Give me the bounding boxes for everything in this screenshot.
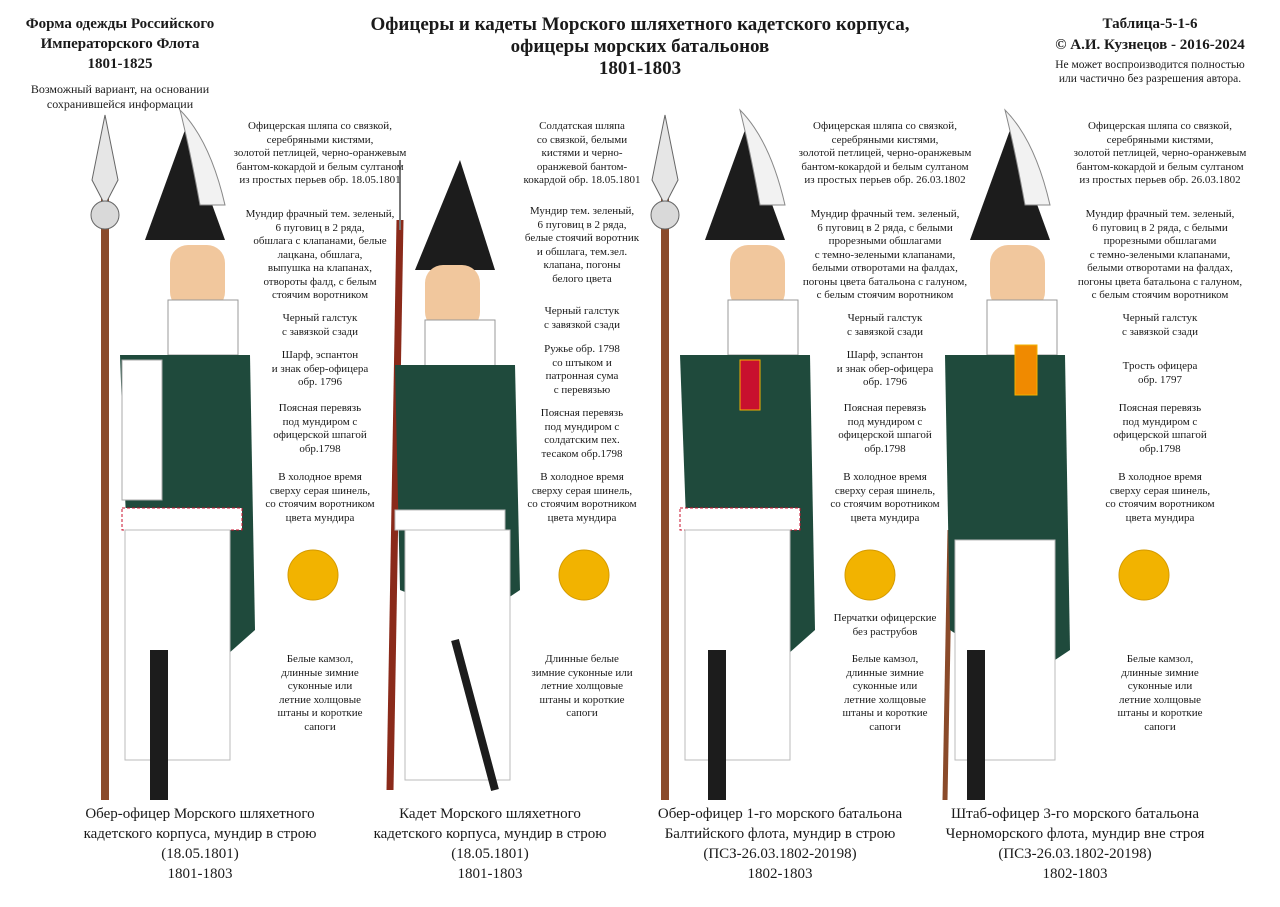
header-left-line: 1801-1825 bbox=[87, 56, 153, 72]
note-line: с завязкой сзади bbox=[846, 325, 924, 338]
note-line: Черный галстук bbox=[1122, 312, 1198, 324]
caption-line: 1802-1803 bbox=[747, 866, 813, 882]
note-uniform bbox=[780, 208, 990, 303]
note-line: со стоячим воротником bbox=[1105, 498, 1215, 510]
note-belt bbox=[225, 402, 415, 456]
caption-line: 1802-1803 bbox=[1042, 866, 1108, 882]
note-line: цвета мундира bbox=[547, 511, 617, 524]
header-right-title bbox=[1030, 14, 1270, 56]
note-sash bbox=[225, 349, 415, 390]
note-line: погоны цвета батальона с галуном, bbox=[1077, 275, 1243, 288]
note-line: с белым стоячим воротником bbox=[1091, 289, 1229, 301]
note-line: прорезными обшлагами bbox=[828, 235, 942, 247]
note-line: и обшлага, тем.зел. bbox=[536, 245, 628, 258]
header-left-note bbox=[8, 82, 232, 112]
note-line: Длинные белые bbox=[545, 653, 619, 665]
note-line: длинные зимние bbox=[281, 666, 359, 679]
note-line: Мундир фрачный тем. зеленый, bbox=[245, 208, 395, 220]
note-line: отвороты фалд, с белым bbox=[263, 275, 377, 288]
note-coat bbox=[225, 471, 415, 525]
copyright-note-line: Не может воспроизводится полностью bbox=[1055, 59, 1245, 71]
note-line: прорезными обшлагами bbox=[1103, 235, 1217, 247]
note-line: из простых перьев обр. 18.05.1801 bbox=[239, 174, 401, 186]
note-line: с темно-зелеными клапанами, bbox=[1089, 248, 1231, 261]
note-line: штаны и короткие bbox=[277, 707, 363, 719]
note-line: цвета мундира bbox=[850, 511, 920, 524]
note-line: из простых перьев обр. 26.03.1802 bbox=[804, 174, 966, 186]
button-swatch-1 bbox=[286, 548, 340, 602]
note-line: клапана, погоны bbox=[543, 259, 621, 271]
note-line: летние холщовые bbox=[279, 693, 361, 706]
note-musket bbox=[497, 343, 667, 397]
note-belt bbox=[1055, 402, 1265, 456]
caption-line: кадетского корпуса, мундир в строю bbox=[373, 826, 607, 842]
header-left-note-line: Возможный вариант, на основании bbox=[30, 82, 210, 96]
note-line: солдатским пех. bbox=[544, 434, 620, 446]
note-line: под мундиром с bbox=[1122, 415, 1198, 428]
page-title-line: Офицеры и кадеты Морского шляхетного кадетского корпуса, bbox=[370, 14, 910, 35]
note-line: обр. 1796 bbox=[862, 376, 908, 388]
figure-caption bbox=[615, 804, 945, 884]
note-belt bbox=[780, 402, 990, 456]
page-title bbox=[320, 14, 960, 80]
note-uniform bbox=[1055, 208, 1265, 303]
note-belt bbox=[497, 407, 667, 461]
figure-caption bbox=[330, 804, 650, 884]
note-tie bbox=[780, 312, 990, 339]
note-line: белыми отворотами на фалдах, bbox=[812, 262, 958, 274]
note-line: под мундиром с bbox=[282, 415, 358, 428]
note-line: Офицерская шляпа со связкой, bbox=[1088, 120, 1232, 132]
note-line: сверху серая шинель, bbox=[834, 484, 936, 497]
note-line: сверху серая шинель, bbox=[1109, 484, 1211, 497]
note-line: офицерской шпагой bbox=[273, 429, 367, 441]
note-line: 6 пуговиц в 2 ряда, с белыми bbox=[817, 221, 953, 234]
note-line: Белые камзол, bbox=[1126, 653, 1194, 665]
note-line: обр.1798 bbox=[1139, 442, 1181, 455]
note-line: офицерской шпагой bbox=[838, 429, 932, 441]
copyright-note-line: или частично без разрешения автора. bbox=[1058, 73, 1242, 85]
note-line: сверху серая шинель, bbox=[269, 484, 371, 497]
note-line: обр.1798 bbox=[864, 442, 906, 455]
note-line: серебряными кистями, bbox=[831, 133, 939, 146]
note-line: Офицерская шляпа со связкой, bbox=[248, 120, 392, 132]
note-trousers bbox=[497, 653, 667, 721]
note-line: патронная сума bbox=[545, 370, 619, 382]
caption-line: кадетского корпуса, мундир в строю bbox=[83, 826, 317, 842]
note-line: бантом-кокардой и белым султаном bbox=[1076, 160, 1244, 173]
figure-caption bbox=[905, 804, 1245, 884]
caption-line: Черноморского флота, мундир вне строя bbox=[945, 826, 1205, 842]
note-line: зимние суконные или bbox=[531, 666, 633, 679]
note-line: Трость офицера bbox=[1122, 360, 1198, 372]
note-line: летние холщовые bbox=[541, 680, 623, 692]
note-line: Шарф, эспантон bbox=[846, 349, 924, 361]
note-coat bbox=[780, 471, 990, 525]
note-line: со стоячим воротником bbox=[527, 498, 637, 510]
note-line: Шарф, эспантон bbox=[281, 349, 359, 361]
caption-line: Кадет Морского шляхетного bbox=[399, 806, 581, 822]
note-line: обр. 1796 bbox=[297, 376, 343, 388]
header-left-line: Форма одежды Российского bbox=[25, 16, 215, 32]
note-line: и знак обер-офицера bbox=[271, 362, 369, 375]
note-line: и знак обер-офицера bbox=[836, 362, 934, 375]
note-coat bbox=[497, 471, 667, 525]
note-line: Поясная перевязь bbox=[843, 402, 927, 414]
note-line: сапоги bbox=[304, 720, 336, 733]
note-line: со связкой, белыми bbox=[536, 133, 628, 146]
note-line: выпушка на клапанах, bbox=[267, 262, 373, 274]
note-line: бантом-кокардой и белым султаном bbox=[801, 160, 969, 173]
note-line: кокардой обр. 18.05.1801 bbox=[523, 174, 641, 186]
caption-line: (18.05.1801) bbox=[451, 846, 529, 862]
note-line: с темно-зелеными клапанами, bbox=[814, 248, 956, 261]
note-line: под мундиром с bbox=[847, 415, 923, 428]
caption-line: 1801-1803 bbox=[457, 866, 523, 882]
figure-caption bbox=[40, 804, 360, 884]
note-line: со штыком и bbox=[552, 356, 612, 369]
note-line: сапоги bbox=[1144, 720, 1176, 733]
note-line: погоны цвета батальона с галуном, bbox=[802, 275, 968, 288]
header-right-line: Таблица-5-1-6 bbox=[1102, 16, 1198, 32]
caption-line: (ПСЗ-26.03.1802-20198) bbox=[998, 846, 1152, 862]
note-line: цвета мундира bbox=[285, 511, 355, 524]
note-line: золотой петлицей, черно-оранжевым bbox=[233, 147, 407, 159]
header-left-title bbox=[10, 14, 230, 74]
note-uniform bbox=[497, 205, 667, 286]
note-trousers bbox=[225, 653, 415, 734]
caption-line: Обер-офицер Морского шляхетного bbox=[85, 806, 315, 822]
note-line: с завязкой сзади bbox=[281, 325, 359, 338]
note-hat bbox=[780, 120, 990, 188]
note-line: штаны и короткие bbox=[842, 707, 928, 719]
note-line: Мундир тем. зеленый, bbox=[529, 205, 635, 217]
caption-line: Штаб-офицер 3-го морского батальона bbox=[950, 806, 1199, 822]
note-line: оранжевой бантом- bbox=[536, 160, 628, 173]
note-line: Белые камзол, bbox=[286, 653, 354, 665]
note-line: сапоги bbox=[566, 707, 598, 719]
note-line: 6 пуговиц в 2 ряда, с белыми bbox=[1092, 221, 1228, 234]
note-line: суконные или bbox=[852, 680, 918, 692]
note-line: длинные зимние bbox=[1121, 666, 1199, 679]
note-line: без раструбов bbox=[852, 625, 918, 638]
note-line: Поясная перевязь bbox=[1118, 402, 1202, 414]
note-line: серебряными кистями, bbox=[266, 133, 374, 146]
note-line: штаны и короткие bbox=[1117, 707, 1203, 719]
note-coat bbox=[1055, 471, 1265, 525]
note-line: суконные или bbox=[287, 680, 353, 692]
note-line: с перевязью bbox=[553, 383, 611, 396]
note-cane bbox=[1055, 360, 1265, 387]
note-hat bbox=[1055, 120, 1265, 188]
note-line: В холодное время bbox=[843, 471, 927, 483]
note-sash bbox=[780, 349, 990, 390]
page-title-line: офицеры морских батальонов bbox=[510, 36, 770, 57]
note-line: с завязкой сзади bbox=[1121, 325, 1199, 338]
header-left-line: Императорского Флота bbox=[40, 36, 200, 52]
button-swatch-3 bbox=[843, 548, 897, 602]
note-line: лацкана, обшлага, bbox=[277, 248, 363, 261]
note-line: Белые камзол, bbox=[851, 653, 919, 665]
note-line: Солдатская шляпа bbox=[539, 120, 625, 132]
caption-line: 1801-1803 bbox=[167, 866, 233, 882]
note-line: со стоячим воротником bbox=[830, 498, 940, 510]
note-trousers bbox=[1055, 653, 1265, 734]
note-line: с завязкой сзади bbox=[543, 318, 621, 331]
note-line: Черный галстук bbox=[282, 312, 358, 324]
note-line: с белым стоячим воротником bbox=[816, 289, 954, 301]
caption-line: Обер-офицер 1-го морского батальона bbox=[657, 806, 903, 822]
note-gloves bbox=[780, 612, 990, 639]
button-swatch-2 bbox=[557, 548, 611, 602]
note-line: Офицерская шляпа со связкой, bbox=[813, 120, 957, 132]
note-line: золотой петлицей, черно-оранжевым bbox=[1073, 147, 1247, 159]
note-line: белого цвета bbox=[552, 272, 612, 285]
note-line: штаны и короткие bbox=[539, 693, 625, 706]
note-hat bbox=[225, 120, 415, 188]
note-line: сверху серая шинель, bbox=[531, 484, 633, 497]
note-line: стоячим воротником bbox=[271, 289, 369, 301]
note-line: тесаком обр.1798 bbox=[541, 447, 623, 460]
note-line: 6 пуговиц в 2 ряда, bbox=[537, 218, 627, 231]
note-line: белые стоячий воротник bbox=[524, 232, 640, 244]
note-line: Черный галстук bbox=[847, 312, 923, 324]
caption-line: (ПСЗ-26.03.1802-20198) bbox=[703, 846, 857, 862]
note-line: длинные зимние bbox=[846, 666, 924, 679]
note-line: летние холщовые bbox=[844, 693, 926, 706]
note-line: под мундиром с bbox=[544, 420, 620, 433]
note-line: сапоги bbox=[869, 720, 901, 733]
note-line: Поясная перевязь bbox=[540, 407, 624, 419]
header-left-note-line: сохранившейся информации bbox=[46, 97, 194, 111]
note-uniform bbox=[225, 208, 415, 303]
note-line: кистями и черно- bbox=[541, 147, 623, 159]
header-right-line: © А.И. Кузнецов - 2016-2024 bbox=[1055, 37, 1245, 53]
caption-line: Балтийского флота, мундир в строю bbox=[664, 826, 896, 842]
note-line: серебряными кистями, bbox=[1106, 133, 1214, 146]
button-swatch-4 bbox=[1117, 548, 1171, 602]
note-line: Мундир фрачный тем. зеленый, bbox=[1085, 208, 1235, 220]
page-title-line: 1801-1803 bbox=[598, 58, 682, 79]
caption-line: (18.05.1801) bbox=[161, 846, 239, 862]
note-line: цвета мундира bbox=[1125, 511, 1195, 524]
note-hat bbox=[497, 120, 667, 188]
note-line: Поясная перевязь bbox=[278, 402, 362, 414]
note-line: обр.1798 bbox=[299, 442, 341, 455]
note-line: офицерской шпагой bbox=[1113, 429, 1207, 441]
note-line: Ружье обр. 1798 bbox=[544, 343, 620, 355]
note-line: В холодное время bbox=[1118, 471, 1202, 483]
note-tie bbox=[1055, 312, 1265, 339]
note-line: суконные или bbox=[1127, 680, 1193, 692]
note-line: летние холщовые bbox=[1119, 693, 1201, 706]
note-line: белыми отворотами на фалдах, bbox=[1087, 262, 1233, 274]
note-line: со стоячим воротником bbox=[265, 498, 375, 510]
note-line: 6 пуговиц в 2 ряда, bbox=[275, 221, 365, 234]
note-tie bbox=[497, 305, 667, 332]
note-line: из простых перьев обр. 26.03.1802 bbox=[1079, 174, 1241, 186]
note-line: обшлага с клапанами, белые bbox=[253, 235, 387, 247]
note-line: В холодное время bbox=[540, 471, 624, 483]
note-tie bbox=[225, 312, 415, 339]
note-line: Перчатки офицерские bbox=[833, 612, 937, 624]
note-line: Мундир фрачный тем. зеленый, bbox=[810, 208, 960, 220]
note-line: обр. 1797 bbox=[1137, 373, 1183, 386]
copyright-note bbox=[1030, 58, 1270, 86]
note-line: бантом-кокардой и белым султаном bbox=[236, 160, 404, 173]
note-line: В холодное время bbox=[278, 471, 362, 483]
note-line: золотой петлицей, черно-оранжевым bbox=[798, 147, 972, 159]
note-trousers bbox=[780, 653, 990, 734]
note-line: Черный галстук bbox=[544, 305, 620, 317]
